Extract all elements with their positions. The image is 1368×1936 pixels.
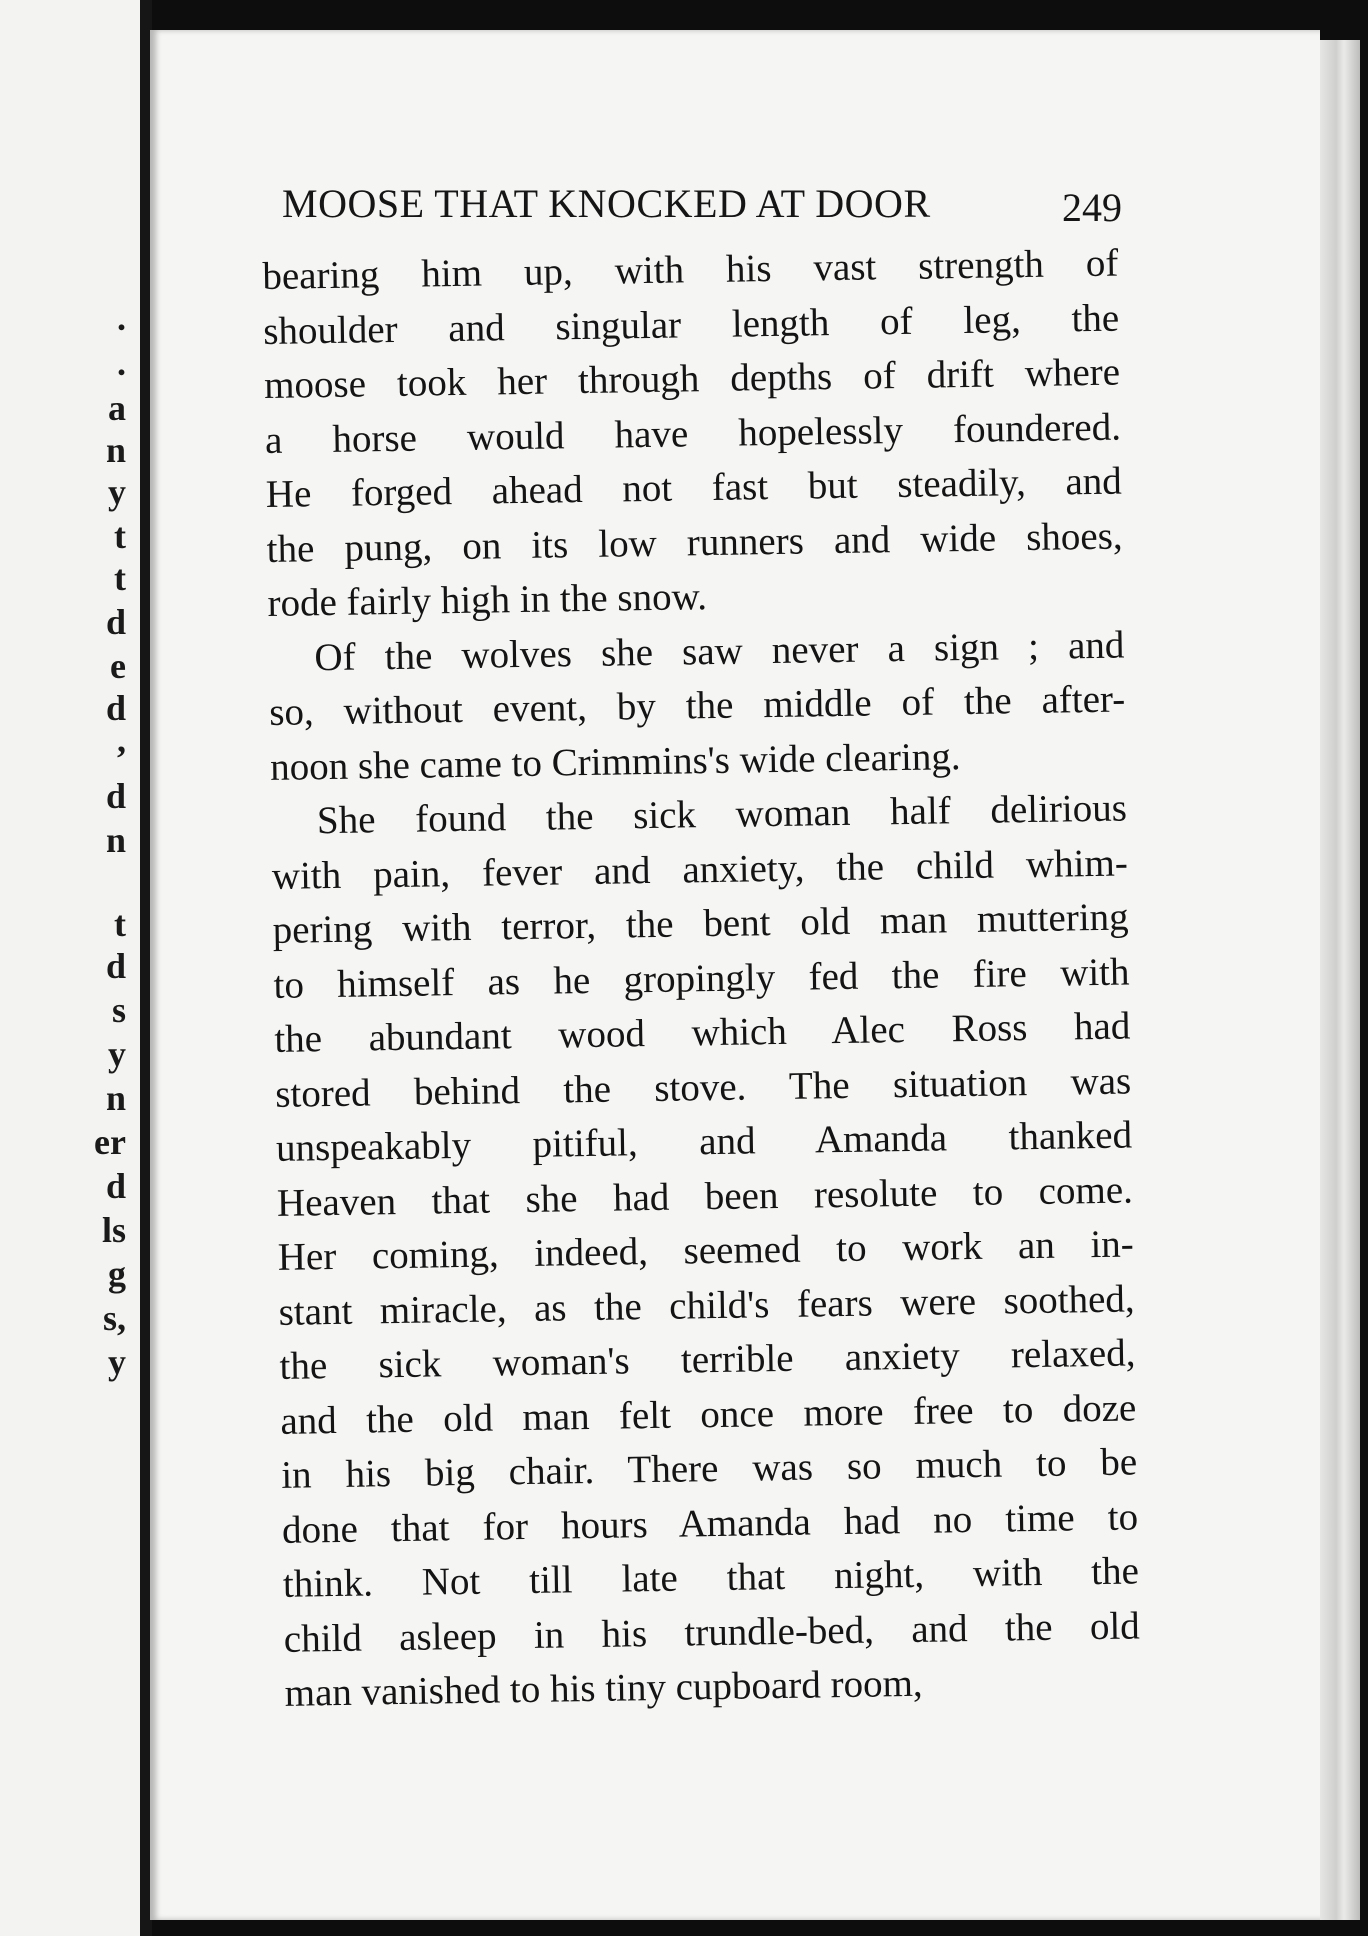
paragraph: [268, 618, 1126, 795]
facing-page-fragment: n: [105, 1078, 126, 1118]
facing-page-fragment: y: [108, 1034, 126, 1074]
text-line: the abundant wood which Alec Ross had: [274, 1004, 1131, 1061]
facing-page-fragment: d: [105, 602, 126, 642]
text-line: unspeakably pitiful, and Amanda thanked: [275, 1113, 1133, 1170]
facing-page-fragment: t: [114, 904, 126, 944]
text-line: a horse would have hopelessly foundered.: [264, 405, 1122, 462]
text-line: stant miracle, as the child's fears were soothed,: [278, 1276, 1135, 1334]
text-line: shoulder and singular length of leg, the: [262, 296, 1120, 353]
text-line: moose took her through depths of drift where: [263, 350, 1121, 407]
text-line: pering with terror, the bent old man muttering: [272, 895, 1129, 952]
text-line: and the old man felt once more free to doze: [280, 1385, 1137, 1443]
facing-page-fragment: .: [117, 343, 126, 383]
text-line: in his big chair. There was so much to be: [280, 1440, 1138, 1497]
text-line: with pain, fever and anxiety, the child whim-: [271, 840, 1129, 898]
facing-page-fragment: d: [105, 776, 126, 816]
text-line: think. Not till late that night, with the: [282, 1549, 1140, 1606]
paragraph: [271, 781, 1141, 1721]
facing-page-edge: [0, 0, 144, 1936]
text-line: the sick woman's terrible anxiety relaxed,: [279, 1331, 1136, 1388]
scan-background-top: [150, 0, 1368, 32]
text-line: Of the wolves she saw never a sign ; and: [314, 623, 1125, 679]
page-number: 249: [1062, 185, 1122, 230]
facing-page-fragment: d: [105, 1166, 126, 1206]
facing-page-fragment: g: [108, 1254, 126, 1294]
running-head: MOOSE THAT KNOCKED AT DOOR: [282, 181, 931, 226]
text-line: so, without event, by the middle of the after-: [268, 677, 1126, 734]
facing-page-fragment: .: [117, 298, 126, 338]
text-line: Heaven that she had been resolute to come.: [276, 1167, 1134, 1225]
facing-page-fragment: n: [105, 820, 126, 860]
facing-page-fragment: s,: [102, 1298, 126, 1338]
text-line: child asleep in his trundle-bed, and the old: [283, 1603, 1141, 1661]
page-header: [282, 180, 1122, 240]
facing-page-fragment: a: [108, 388, 126, 428]
facing-page-fragment: e: [110, 646, 126, 686]
paragraph: [262, 237, 1124, 632]
text-line: man vanished to his tiny cupboard room,: [284, 1661, 923, 1715]
facing-page-fragment: s: [111, 990, 126, 1030]
text-line: He forged ahead not fast but steadily, and: [265, 459, 1123, 516]
facing-page-fragment: d: [105, 688, 126, 728]
facing-page-fragment: y: [108, 1342, 126, 1382]
facing-page-fragment: y: [108, 472, 126, 512]
text-line: She found the sick woman half delirious: [316, 786, 1128, 843]
body-text: [262, 237, 1141, 1722]
facing-page-fragment: n: [105, 430, 126, 470]
text-line: stored behind the stove. The situation was: [274, 1058, 1132, 1116]
text-line: done that for hours Amanda had no time to: [281, 1494, 1139, 1552]
facing-page-fragment: d: [105, 946, 126, 986]
text-line: Her coming, indeed, seemed to work an in-: [277, 1222, 1135, 1279]
facing-page-fragment: t: [114, 558, 126, 598]
text-line: to himself as he gropingly fed the fire with: [273, 949, 1130, 1007]
facing-page-fragment: t: [114, 516, 126, 556]
text-line: noon she came to Crimmins's wide clearing.: [269, 734, 961, 789]
page-stack-edge: [1320, 40, 1360, 1920]
text-line: rode fairly high in the snow.: [267, 575, 708, 625]
facing-page-fragment: er: [94, 1122, 126, 1162]
facing-page-fragment: ,: [117, 720, 126, 760]
text-line: the pung, on its low runners and wide shoes,: [266, 514, 1123, 571]
text-line: bearing him up, with his vast strength of: [262, 241, 1119, 298]
facing-page-fragment: ls: [101, 1210, 126, 1250]
